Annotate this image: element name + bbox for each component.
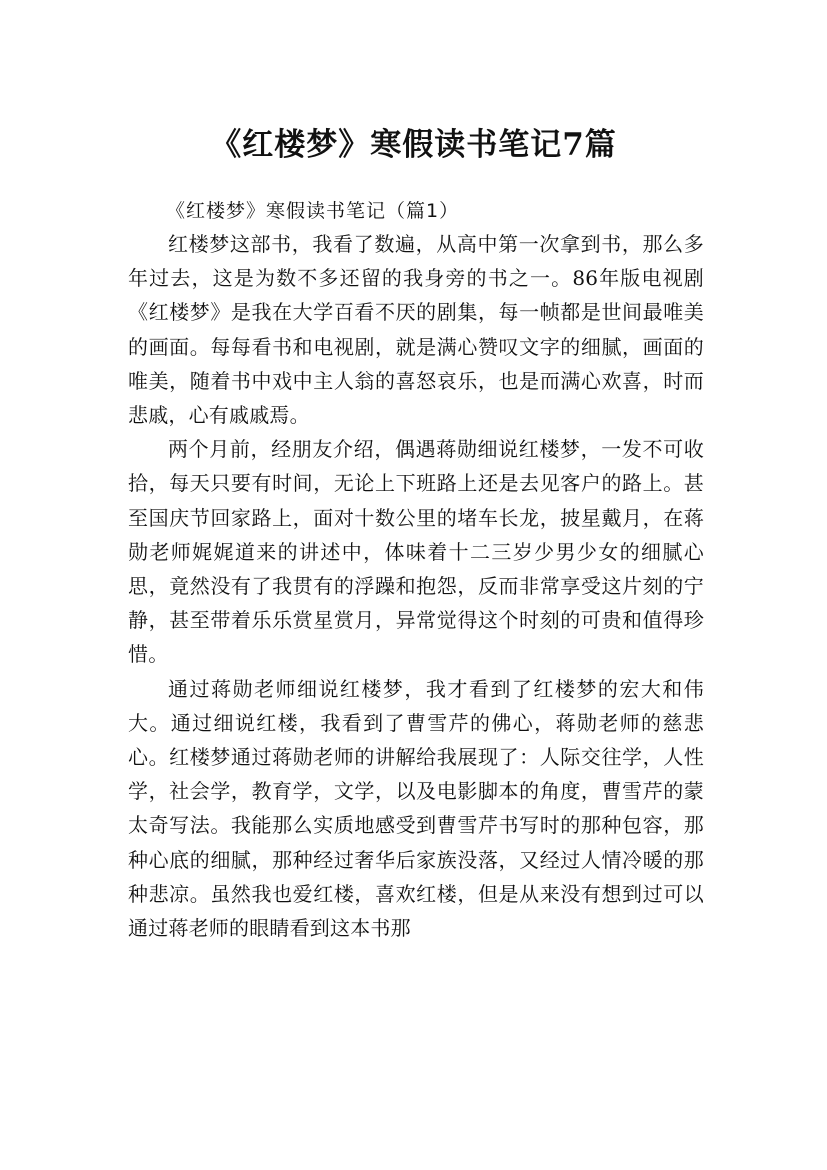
paragraph-3: 通过蒋勋老师细说红楼梦，我才看到了红楼梦的宏大和伟大。通过细说红楼，我看到了曹雪芹的佛心，蒋勋老师的慈悲心。红楼梦通过蒋勋老师的讲解给我展现了：人际交往学，人性学，社会学，教育学，文学，以及电影脚本的角度，曹雪芹的蒙太奇写法。我能那么实质地感受到曹雪芹书写时的那种包容，那种心底的细腻，那种经过奢华后家族没落，又经过人情冷暖的那种悲凉。虽然我也爱红楼，喜欢红楼，但是从来没有想到过可以通过蒋老师的眼睛看到这本书那 [128, 676, 704, 941]
page-title: 《红楼梦》寒假读书笔记7篇 [210, 126, 617, 163]
paragraph-2: 两个月前，经朋友介绍，偶遇蒋勋细说红楼梦，一发不可收拾，每天只要有时间，无论上下班路上还是去见客户的路上。甚至国庆节回家路上，面对十数公里的堵车长龙，披星戴月，在蒋勋老师娓娓道来的讲述中，体味着十二三岁少男少女的细腻心思，竟然没有了我贯有的浮躁和抱怨，反而非常享受这片刻的宁静，甚至带着乐乐赏星赏月，异常觉得这个时刻的可贵和值得珍惜。 [128, 437, 704, 667]
document-body [128, 195, 704, 945]
paragraph-1: 红楼梦这部书，我看了数遍，从高中第一次拿到书，那么多年过去，这是为数不多还留的我身旁的书之一。86年版电视剧《红楼梦》是我在大学百看不厌的剧集，每一帧都是世间最唯美的画面。每每看书和电视剧，就是满心赞叹文字的细腻，画面的唯美，随着书中戏中主人翁的喜怒哀乐，也是而满心欢喜，时而悲戚，心有戚戚焉。 [128, 232, 704, 428]
section-heading: 《红楼梦》寒假读书笔记（篇1） [166, 200, 460, 222]
